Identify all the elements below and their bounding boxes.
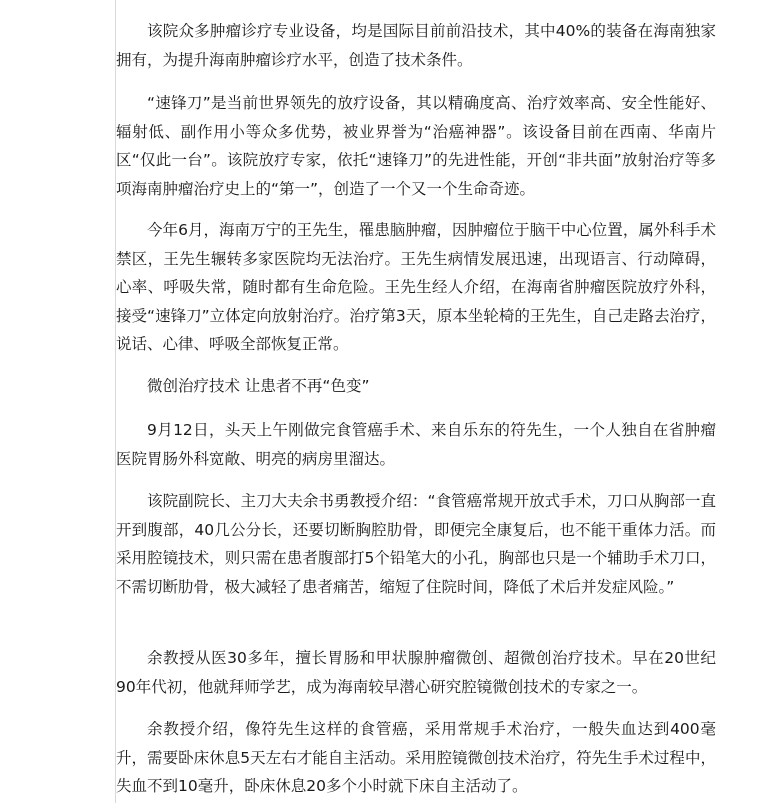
paragraph-professor-bio: 余教授从医30多年，擅长胃肠和甲状腺肿瘤微创、超微创治疗技术。早在20世纪90年代初，他就拜师学艺，成为海南较早潜心研究腔镜微创技术的专家之一。 — [116, 649, 716, 696]
paragraph-professor-quote: 该院副院长、主刀大夫余书勇教授介绍：“食管癌常规开放式手术，刀口从胸部一直开到腹部，40几公分长，还要切断胸腔肋骨，即便完全康复后，也不能干重体力活。而采用腔镜技术，则只需在患者腹部打5个铅笔大的小孔，胸部也只是一个辅助手术刀口，不需切断肋骨，极大减轻了患者痛苦，缩短了住院时间，降低了术后并发症风险。” — [116, 492, 716, 596]
paragraph-equipment: 该院众多肿瘤诊疗专业设备，均是国际目前前沿技术，其中40%的装备在海南独家拥有，为提升海南肿瘤诊疗水平，创造了技术条件。 — [116, 22, 716, 69]
paragraph-speed-knife: “速锋刀”是当前世界领先的放疗设备，其以精确度高、治疗效率高、安全性能好、辐射低、副作用小等众多优势，被业界誉为“治癌神器”。该设备目前在西南、华南片区“仅此一台”。该院放疗专家，依托“速锋刀”的先进性能，开创“非共面”放射治疗等多项海南肿瘤治疗史上的“第一”，创造了一个又一个生命奇迹。 — [116, 94, 716, 198]
paragraph-outcome: 余教授介绍，像符先生这样的食管癌，采用常规手术治疗，一般失血达到400毫升，需要卧床休息5天左右才能自主活动。采用腔镜微创技术治疗，符先生手术过程中，失血不到10毫升，卧床休息20多个小时就下床自主活动了。 — [116, 720, 716, 795]
paragraph-case-wang: 今年6月，海南万宁的王先生，罹患脑肿瘤，因肿瘤位于脑干中心位置，属外科手术禁区，王先生辗转多家医院均无法治疗。王先生病情发展迅速，出现语言、行动障碍，心率、呼吸失常，随时都有生命危险。王先生经人介绍，在海南省肿瘤医院放疗外科，接受“速锋刀”立体定向放射治疗。治疗第3天，原本坐轮椅的王先生，自己走路去治疗，说话、心律、呼吸全部恢复正常。 — [116, 221, 716, 353]
paragraph-case-fu: 9月12日，头天上午刚做完食管癌手术、来自乐东的符先生，一个人独自在省肿瘤医院胃肠外科宽敞、明亮的病房里溜达。 — [116, 421, 716, 468]
section-subheading: 微创治疗技术 让患者不再“色变” — [147, 377, 370, 395]
